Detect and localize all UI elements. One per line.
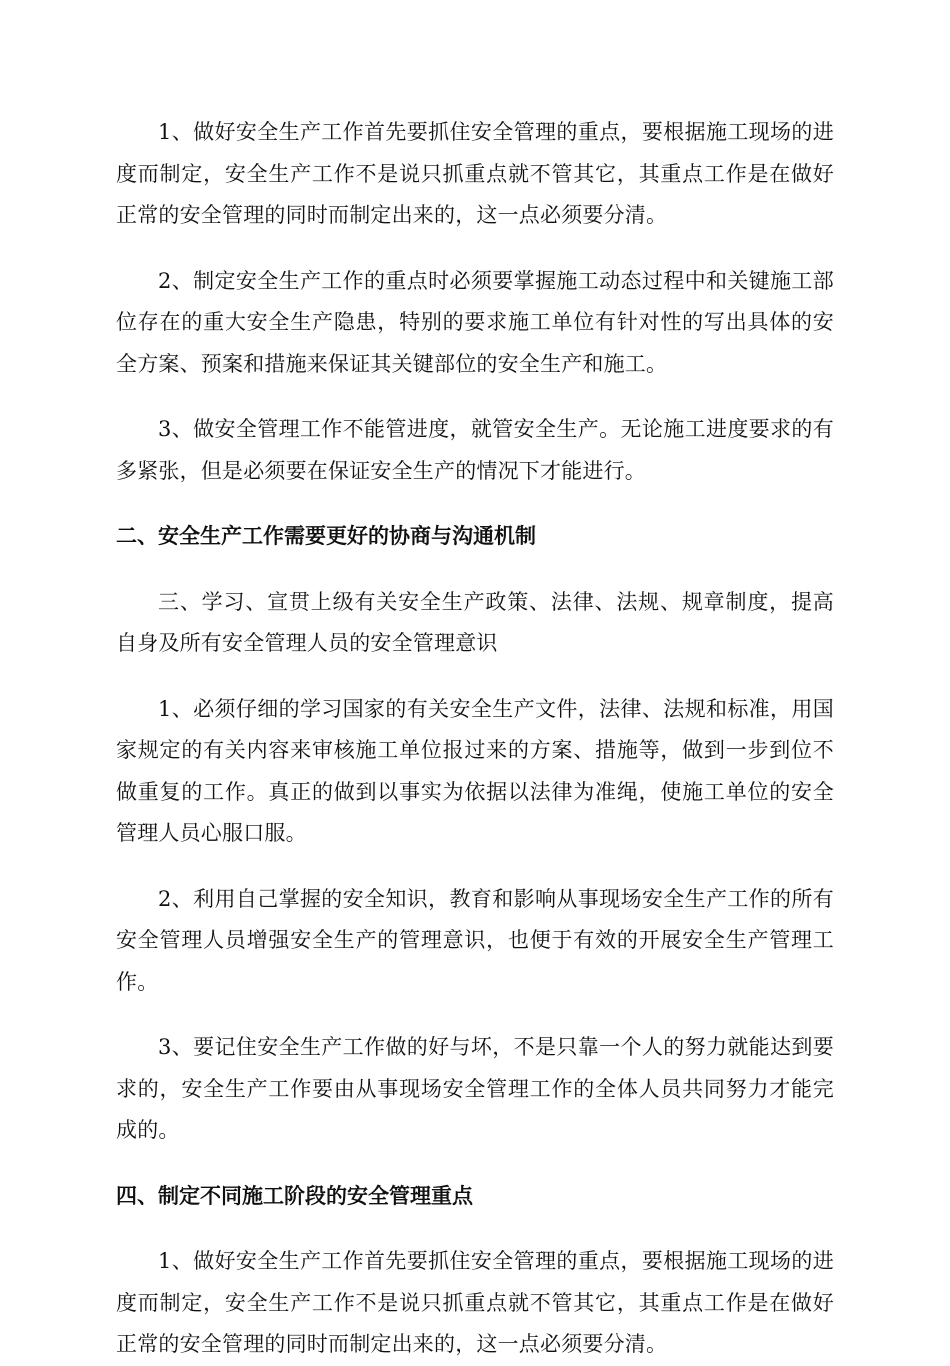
- paragraph-7: 1、做好安全生产工作首先要抓住安全管理的重点，要根据施工现场的进度而制定，安全生产工作不是说只抓重点就不管其它，其重点工作是在做好正常的安全管理的同时而制定出来的，这一点必须要分清。: [116, 1249, 834, 1356]
- section-heading-4: 四、制定不同施工阶段的安全管理重点: [116, 1183, 473, 1208]
- paragraph-2: 2、制定安全生产工作的重点时必须要掌握施工动态过程中和关键施工部位存在的重大安全生产隐患，特别的要求施工单位有针对性的写出具体的安全方案、预案和措施来保证其关键部位的安全生产和施工。: [116, 268, 834, 376]
- paragraph-6: 3、要记住安全生产工作做的好与坏，不是只靠一个人的努力就能达到要求的，安全生产工作要由从事现场安全管理工作的全体人员共同努力才能完成的。: [116, 1035, 834, 1142]
- paragraph-4: 1、必须仔细的学习国家的有关安全生产文件，法律、法规和标准，用国家规定的有关内容来审核施工单位报过来的方案、措施等，做到一步到位不做重复的工作。真正的做到以事实为依据以法律为准绳，使施工单位的安全管理人员心服口服。: [116, 696, 834, 845]
- section-heading-2: 二、安全生产工作需要更好的协商与沟通机制: [116, 524, 536, 548]
- paragraph-section-3: 三、学习、宣贯上级有关安全生产政策、法律、法规、规章制度，提高自身及所有安全管理人员的安全管理意识: [116, 589, 834, 655]
- paragraph-5: 2、利用自己掌握的安全知识，教育和影响从事现场安全生产工作的所有安全管理人员增强安全生产的管理意识，也便于有效的开展安全生产管理工作。: [116, 886, 834, 994]
- paragraph-3: 3、做安全管理工作不能管进度，就管安全生产。无论施工进度要求的有多紧张，但是必须要在保证安全生产的情况下才能进行。: [116, 417, 834, 483]
- paragraph-1: 1、做好安全生产工作首先要抓住安全管理的重点，要根据施工现场的进度而制定，安全生产工作不是说只抓重点就不管其它，其重点工作是在做好正常的安全管理的同时而制定出来的，这一点必须要分清。: [116, 120, 834, 227]
